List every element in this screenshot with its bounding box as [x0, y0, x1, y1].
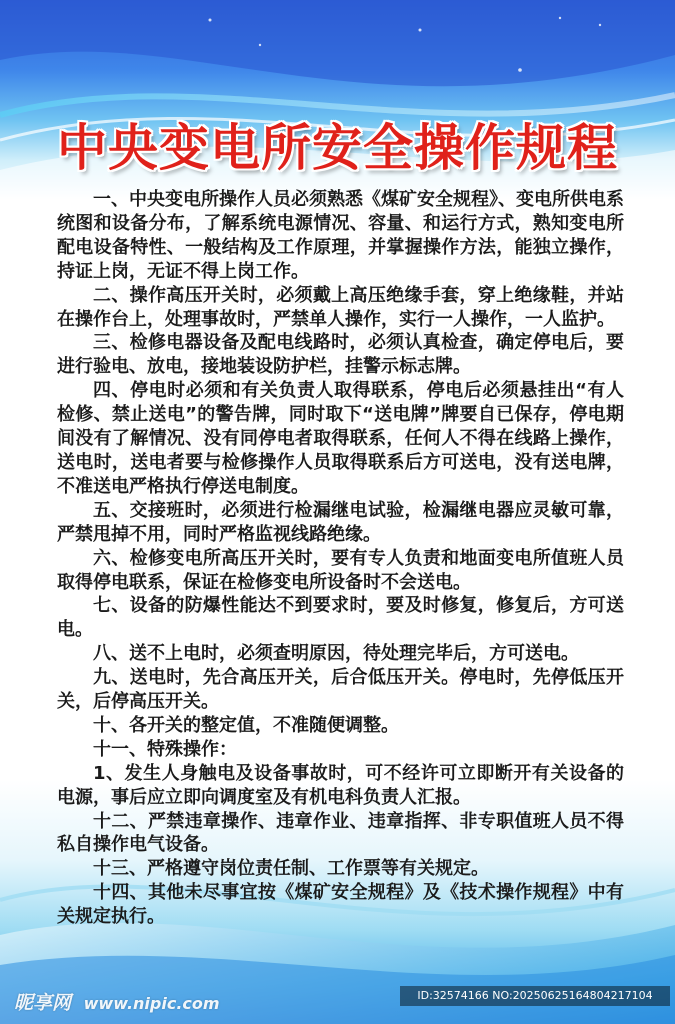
sparkle-dot: [419, 29, 422, 32]
clause-10: 十、各开关的整定值，不准随便调整。: [93, 714, 399, 736]
clause-11: 十一、特殊操作：: [93, 738, 237, 760]
clause-8: 八、送不上电时，必须查明原因，待处理完毕后，方可送电。: [93, 643, 579, 665]
clause-4: 四、停电时必须和有关负责人取得联系，停电后必须悬挂出“有人检修、禁止送电”的警告牌，同时取下“送电牌”牌要自已保存，停电期间没有了解情况、没有同停电者取得联系，任何人不得在线路上操作，送电时，送电者要与检修操作人员取得联系后方可送电，没有送电牌，不准送电严格执行停送电制度。: [57, 380, 624, 497]
watermark-logo: [14, 988, 220, 1015]
clause-6: 六、检修变电所高压开关时，要有专人负责和地面变电所值班人员取得停电联系，保证在检修变电所设备时不会送电。: [57, 547, 624, 593]
clause-2: 二、操作高压开关时，必须戴上高压绝缘手套，穿上绝缘鞋，并站在操作台上，处理事故时，严禁单人操作，实行一人操作，一人监护。: [57, 284, 624, 330]
poster-title: 中央变电所安全操作规程: [57, 119, 618, 177]
regulation-body: [57, 188, 624, 929]
watermark-url: www.nipic.com: [83, 994, 220, 1013]
clause-14: 十四、其他未尽事宜按《煤矿安全规程》及《技术操作规程》中有关规定执行。: [57, 882, 624, 928]
sparkle-dot: [518, 68, 522, 72]
watermark-logo-text: 昵享网: [14, 992, 72, 1014]
sparkle-dot: [599, 24, 601, 26]
clause-7: 七、设备的防爆性能达不到要求时，要及时修复，修复后，方可送电。: [57, 595, 624, 641]
clause-9: 九、送电时，先合高压开关，后合低压开关。停电时，先停低压开关，后停高压开关。: [57, 667, 624, 713]
clause-13: 十三、严格遵守岗位责任制、工作票等有关规定。: [93, 858, 489, 880]
watermark-id: ID:32574166 NO:20250625164804217104: [400, 986, 670, 1006]
sparkle-dot: [209, 19, 212, 22]
clause-3: 三、检修电器设备及配电线路时，必须认真检查，确定停电后，要进行验电、放电，接地装设防护栏，挂警示标志牌。: [57, 332, 624, 378]
clause-12: 十二、严禁违章操作、违章作业、违章指挥、非专职值班人员不得私自操作电气设备。: [57, 810, 624, 856]
clause-5: 五、交接班时，必须进行检漏继电试验，检漏继电器应灵敏可靠，严禁甩掉不用，同时严格监视线路绝缘。: [57, 499, 624, 545]
sparkle-dot: [259, 44, 261, 46]
top-swoosh-1: [0, 0, 675, 86]
clause-11-item-1: 1、发生人身触电及设备事故时，可不经许可立即断开有关设备的电源，事后应立即向调度室及有机电科负责人汇报。: [57, 762, 624, 808]
sparkle-dot: [559, 17, 561, 19]
clause-1: 一、中央变电所操作人员必须熟悉《煤矿安全规程》、变电所供电系统图和设备分布，了解系统电源情况、容量、和运行方式，熟知变电所配电设备特性、一般结构及工作原理，并掌握操作方法，能独立操作，持证上岗，无证不得上岗工作。: [57, 189, 624, 282]
